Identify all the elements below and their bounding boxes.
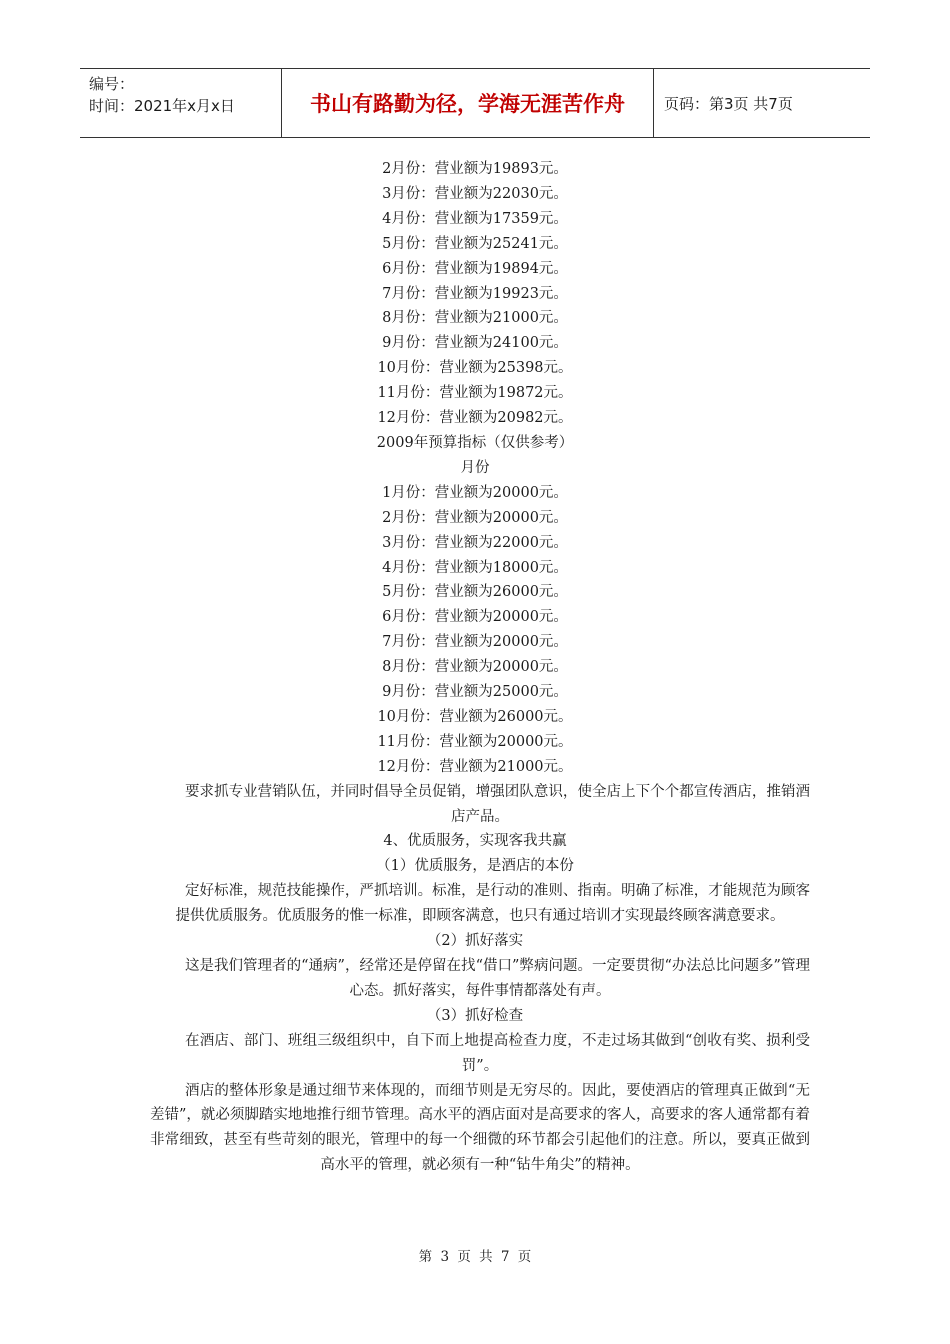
- detail-management-paragraph: [150, 1079, 810, 1179]
- budget-2009-line: 7月份：营业额为20000元。: [382, 634, 568, 651]
- header-motto: 书山有路勤为径，学海无涯苦作舟: [282, 69, 654, 137]
- subsection-1-heading: （1）优质服务，是酒店的本份: [376, 858, 574, 875]
- revenue-2008-line: 3月份：营业额为22030元。: [382, 185, 568, 202]
- revenue-2008-line: 4月份：营业额为17359元。: [382, 210, 568, 227]
- header-page-label: 页码：第3页 共7页: [664, 94, 793, 113]
- budget-2009-line: 12月份：营业额为21000元。: [377, 758, 573, 775]
- subsection-3-paragraph: [150, 1029, 810, 1079]
- budget-2009-line: 2月份：营业额为20000元。: [382, 509, 568, 526]
- marketing-text: 要求抓专业营销队伍，并同时倡导全员促销，增强团队意识，使全店上下个个都宣传酒店，推销酒店产品。: [185, 783, 810, 825]
- subsection-2-heading: （2）抓好落实: [426, 933, 524, 950]
- budget-2009-line: 1月份：营业额为20000元。: [382, 484, 568, 501]
- document-body: [0, 157, 950, 1178]
- budget-2009-line: 11月份：营业额为20000元。: [377, 733, 573, 750]
- header-meta: [80, 69, 282, 137]
- revenue-2008-line: 6月份：营业额为19894元。: [382, 260, 568, 277]
- subsection-2-text: 这是我们管理者的“通病”，经常还是停留在找“借口”弊病问题。一定要贯彻“办法总比问题多”管理心态。抓好落实，每件事情都落处有声。: [185, 958, 810, 999]
- budget-2009-line: 3月份：营业额为22000元。: [382, 534, 568, 551]
- subsection-3-heading: （3）抓好检查: [426, 1007, 524, 1024]
- revenue-2008-line: 11月份：营业额为19872元。: [377, 385, 573, 402]
- revenue-2008-line: 7月份：营业额为19923元。: [382, 285, 568, 302]
- subsection-1-text: 定好标准，规范技能操作，严抓培训。标准，是行动的准则、指南。明确了标准，才能规范为顾客提供优质服务。优质服务的惟一标准，即顾客满意，也只有通过培训才实现最终顾客满意要求。: [175, 883, 810, 925]
- budget-2009-line: 8月份：营业额为20000元。: [382, 659, 568, 676]
- revenue-2008-line: 10月份：营业额为25398元。: [377, 360, 573, 377]
- budget-2009-line: 9月份：营业额为25000元。: [382, 684, 568, 701]
- subsection-3-text: 在酒店、部门、班组三级组织中，自下而上地提高检查力度，不走过场其做到“创收有奖、损利受罚”。: [185, 1032, 810, 1074]
- section-4-heading: 4、优质服务，实现客我共赢: [383, 833, 567, 850]
- subsection-2-paragraph: [150, 954, 810, 1004]
- budget-month-header: 月份: [460, 459, 490, 476]
- page-header: [80, 68, 870, 138]
- budget-title: 2009年预算指标（仅供参考）: [376, 434, 574, 451]
- budget-2009-line: 10月份：营业额为26000元。: [377, 708, 573, 725]
- budget-2009-line: 5月份：营业额为26000元。: [382, 584, 568, 601]
- page-footer: 第 3 页 共 7 页: [418, 1249, 532, 1265]
- revenue-2008-line: 8月份：营业额为21000元。: [382, 310, 568, 327]
- budget-2009-line: 4月份：营业额为18000元。: [382, 559, 568, 576]
- subsection-1-paragraph: [150, 879, 810, 929]
- revenue-2008-line: 12月份：营业额为20982元。: [377, 410, 573, 427]
- revenue-2008-line: 2月份：营业额为19893元。: [382, 161, 568, 177]
- doc-number-label: 编号：: [89, 75, 135, 93]
- revenue-2008-line: 5月份：营业额为25241元。: [382, 235, 568, 252]
- marketing-paragraph: [150, 780, 810, 830]
- detail-management-text: 酒店的整体形象是通过细节来体现的，而细节则是无穷尽的。因此，要使酒店的管理真正做到“无差错”，就必须脚踏实地地推行细节管理。高水平的酒店面对是高要求的客人，高要求的客人通常都有着非常细致，甚至有些苛刻的眼光，管理中的每一个细微的环节都会引起他们的注意。所以，要真正做到高水平的管理，就必须有一种“钻牛角尖”的精神。: [150, 1082, 810, 1174]
- revenue-2008-line: 9月份：营业额为24100元。: [382, 335, 568, 352]
- date-label: 时间：2021年x月x日: [89, 97, 235, 115]
- budget-2009-line: 6月份：营业额为20000元。: [382, 609, 568, 626]
